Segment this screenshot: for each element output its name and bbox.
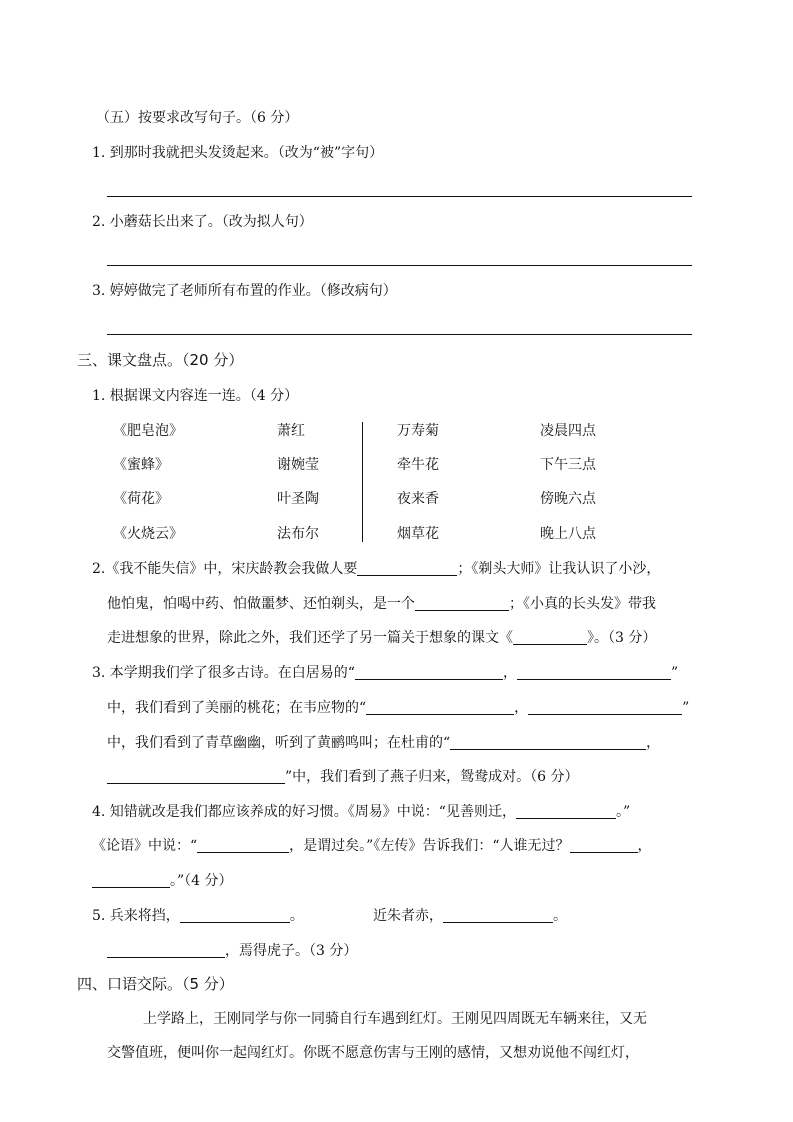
match-time-2[interactable]: 下午三点 — [540, 457, 596, 473]
question-4-line-3 — [92, 871, 233, 891]
blank-q5-2[interactable] — [443, 906, 553, 923]
question-3-text-c: ” — [670, 665, 679, 681]
blank-q3-4[interactable] — [528, 698, 682, 715]
answer-line-3[interactable] — [107, 333, 692, 335]
question-4-text-d: ，是谓过矣。”《左传》告诉我们：“人谁无过？ — [289, 838, 570, 854]
blank-q3-2[interactable] — [517, 663, 671, 680]
question-4-line-1 — [92, 802, 630, 822]
question-5-line-2 — [107, 941, 357, 961]
blank-q2-3[interactable] — [513, 628, 587, 645]
blank-q5-1[interactable] — [180, 906, 290, 923]
match-flower-3[interactable]: 夜来香 — [397, 491, 439, 507]
question-2-text-f: 》。（3 分） — [587, 630, 657, 646]
question-5-text-c: 近朱者赤， — [373, 908, 443, 924]
match-flower-1[interactable]: 万寿菊 — [397, 423, 439, 439]
match-book-4[interactable]: 《火烧云》 — [113, 526, 183, 542]
match-author-2[interactable]: 谢婉莹 — [277, 457, 319, 473]
matching-question-title: 1. 根据课文内容连一连。（4 分） — [92, 388, 299, 404]
question-3-line-3 — [107, 733, 660, 753]
match-author-1[interactable]: 萧红 — [277, 423, 305, 439]
question-5-text-d: 。 — [553, 908, 567, 924]
blank-q4-4[interactable] — [92, 871, 170, 888]
question-5-text-a: 5. 兵来将挡， — [92, 908, 180, 924]
question-4-text-f: 。”（4 分） — [170, 873, 233, 889]
blank-q3-1[interactable] — [355, 663, 503, 680]
question-3-text-f: ” — [682, 700, 690, 716]
question-3-text-d: 中，我们看到了美丽的桃花；在韦应物的“ — [107, 700, 367, 716]
match-flower-2[interactable]: 牵牛花 — [397, 457, 439, 473]
match-author-3[interactable]: 叶圣陶 — [277, 491, 319, 507]
question-3-text-g: 中，我们看到了青草幽幽，听到了黄鹂鸣叫；在杜甫的“ — [107, 735, 451, 751]
match-book-2[interactable]: 《蜜蜂》 — [113, 457, 169, 473]
match-author-4[interactable]: 法布尔 — [277, 526, 319, 542]
blank-q3-5[interactable] — [450, 733, 646, 750]
question-5-text-e: ，焉得虎子。（3 分） — [225, 943, 358, 959]
rewrite-question-1: 1. 到那时我就把头发烫起来。（改为“被”字句） — [92, 145, 384, 161]
question-5-text-b: 。 — [289, 908, 304, 924]
question-3-line-2 — [107, 698, 689, 718]
question-2-line-1 — [92, 559, 660, 579]
question-4-text-b: 。” — [615, 804, 631, 820]
blank-q4-3[interactable] — [570, 836, 638, 853]
table-divider — [362, 422, 363, 542]
answer-line-2[interactable] — [107, 264, 692, 266]
question-4-text-e: ， — [637, 838, 652, 854]
blank-q2-2[interactable] — [415, 594, 509, 611]
blank-q3-3[interactable] — [366, 698, 514, 715]
match-time-4[interactable]: 晚上八点 — [540, 526, 596, 542]
question-3-line-1 — [92, 663, 678, 683]
section-3-title: 三、课文盘点。（20 分） — [77, 351, 244, 369]
question-2-text-d: ；《小真的长头发》带我 — [509, 596, 656, 612]
section-4-title: 四、口语交际。（5 分） — [77, 975, 234, 993]
question-5-line-1 — [92, 906, 304, 926]
question-2-line-2 — [107, 594, 656, 614]
question-2-text-a: 2.《我不能失信》中，宋庆龄教会我做人要 — [92, 561, 358, 577]
question-3-text-e: ， — [514, 700, 529, 716]
section-5-title: （五）按要求改写句子。（6 分） — [96, 110, 299, 126]
blank-q2-1[interactable] — [357, 559, 457, 576]
question-2-text-e: 走进想象的世界，除此之外，我们还学了另一篇关于想象的课文《 — [107, 630, 513, 646]
rewrite-question-3: 3. 婷婷做完了老师所有布置的作业。（修改病句） — [92, 283, 397, 299]
match-time-1[interactable]: 凌晨四点 — [540, 423, 596, 439]
match-time-3[interactable]: 傍晚六点 — [540, 491, 596, 507]
question-4-line-2 — [92, 836, 652, 856]
question-5-line-1b — [373, 906, 567, 926]
rewrite-question-2: 2. 小蘑菇长出来了。（改为拟人句） — [92, 214, 313, 230]
question-3-text-a: 3. 本学期我们学了很多古诗。在白居易的“ — [92, 665, 355, 681]
section-4-paragraph-line-1: 上学路上，王刚同学与你一同骑自行车遇到红灯。王刚见四周既无车辆来往，又无 — [143, 1011, 647, 1027]
blank-q5-3[interactable] — [107, 941, 225, 958]
question-2-text-c: 他怕鬼，怕喝中药、怕做噩梦、还怕剃头，是一个 — [107, 596, 415, 612]
section-4-paragraph-line-2: 交警值班，便叫你一起闯红灯。你既不愿意伤害与王刚的感情，又想劝说他不闯红灯， — [107, 1045, 639, 1061]
question-3-text-i: ”中，我们看到了燕子归来，鸳鸯成对。（6 分） — [285, 769, 579, 785]
blank-q4-1[interactable] — [516, 802, 616, 819]
match-book-1[interactable]: 《肥皂泡》 — [113, 423, 183, 439]
question-3-text-h: ， — [646, 735, 661, 751]
match-flower-4[interactable]: 烟草花 — [397, 526, 439, 542]
question-4-text-a: 4. 知错就改是我们都应该养成的好习惯。《周易》中说：“见善则迁， — [92, 804, 516, 820]
question-3-text-b: ， — [502, 665, 517, 681]
question-2-text-b: ；《剃头大师》让我认识了小沙， — [457, 561, 661, 577]
blank-q3-6[interactable] — [107, 767, 285, 784]
question-3-line-4 — [107, 767, 579, 787]
match-book-3[interactable]: 《荷花》 — [113, 491, 169, 507]
blank-q4-2[interactable] — [197, 836, 289, 853]
question-4-text-c: 《论语》中说：“ — [92, 838, 198, 854]
answer-line-1[interactable] — [107, 195, 692, 197]
question-2-line-3 — [107, 628, 656, 648]
